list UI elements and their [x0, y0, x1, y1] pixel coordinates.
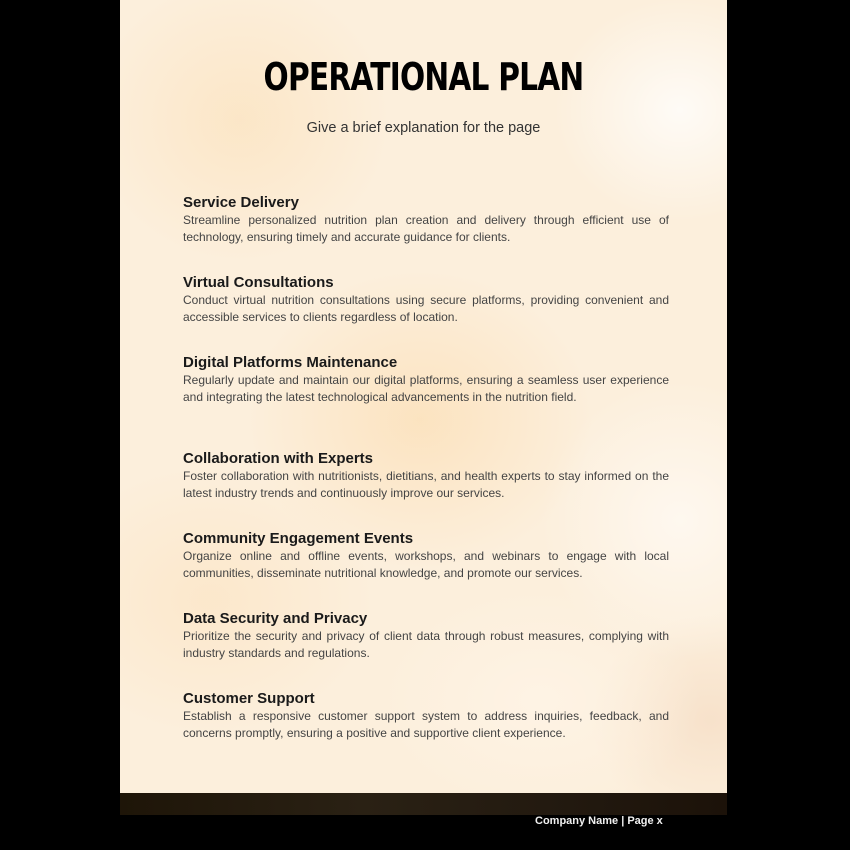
section-digital-platforms-maintenance: [183, 354, 669, 405]
section-body: Organize online and offline events, workshops, and webinars to engage with local communities, disseminate nutritional knowledge, and promote our services.: [183, 549, 669, 580]
section-body: Establish a responsive customer support system to address inquiries, feedback, and concerns promptly, ensuring a positive and supportive client experience.: [183, 709, 669, 740]
section-body: Conduct virtual nutrition consultations using secure platforms, providing convenient and accessible services to clients regardless of location.: [183, 293, 669, 324]
section-heading: Collaboration with Experts: [183, 450, 374, 467]
section-body: Foster collaboration with nutritionists, dietitians, and health experts to stay informed on the latest industry trends and continuously improve our services.: [183, 469, 669, 500]
document-page: [120, 0, 727, 815]
section-virtual-consultations: [183, 274, 669, 325]
section-heading: Digital Platforms Maintenance: [183, 354, 398, 371]
section-body: Streamline personalized nutrition plan creation and delivery through efficient use of technology, ensuring timely and accurate guidance for clients.: [183, 213, 669, 244]
section-heading: Virtual Consultations: [183, 274, 334, 291]
page-subtitle: Give a brief explanation for the page: [306, 120, 541, 136]
footer-bar: [120, 793, 727, 815]
section-collaboration-with-experts: [183, 450, 669, 501]
section-heading: Data Security and Privacy: [183, 610, 368, 627]
section-customer-support: [183, 690, 669, 741]
page-title: OPERATIONAL PLAN: [263, 55, 584, 99]
section-body: Regularly update and maintain our digital platforms, ensuring a seamless user experience and integrating the latest technological advancements in the nutrition field.: [183, 373, 669, 404]
section-data-security-and-privacy: [183, 610, 669, 661]
section-heading: Community Engagement Events: [183, 530, 414, 547]
section-heading: Service Delivery: [183, 194, 299, 211]
section-service-delivery: [183, 194, 669, 245]
section-body: Prioritize the security and privacy of client data through robust measures, complying with industry standards and regulations.: [183, 629, 669, 660]
section-community-engagement-events: [183, 530, 669, 581]
footer-page-label: Company Name | Page x: [535, 815, 663, 827]
section-heading: Customer Support: [183, 690, 315, 707]
